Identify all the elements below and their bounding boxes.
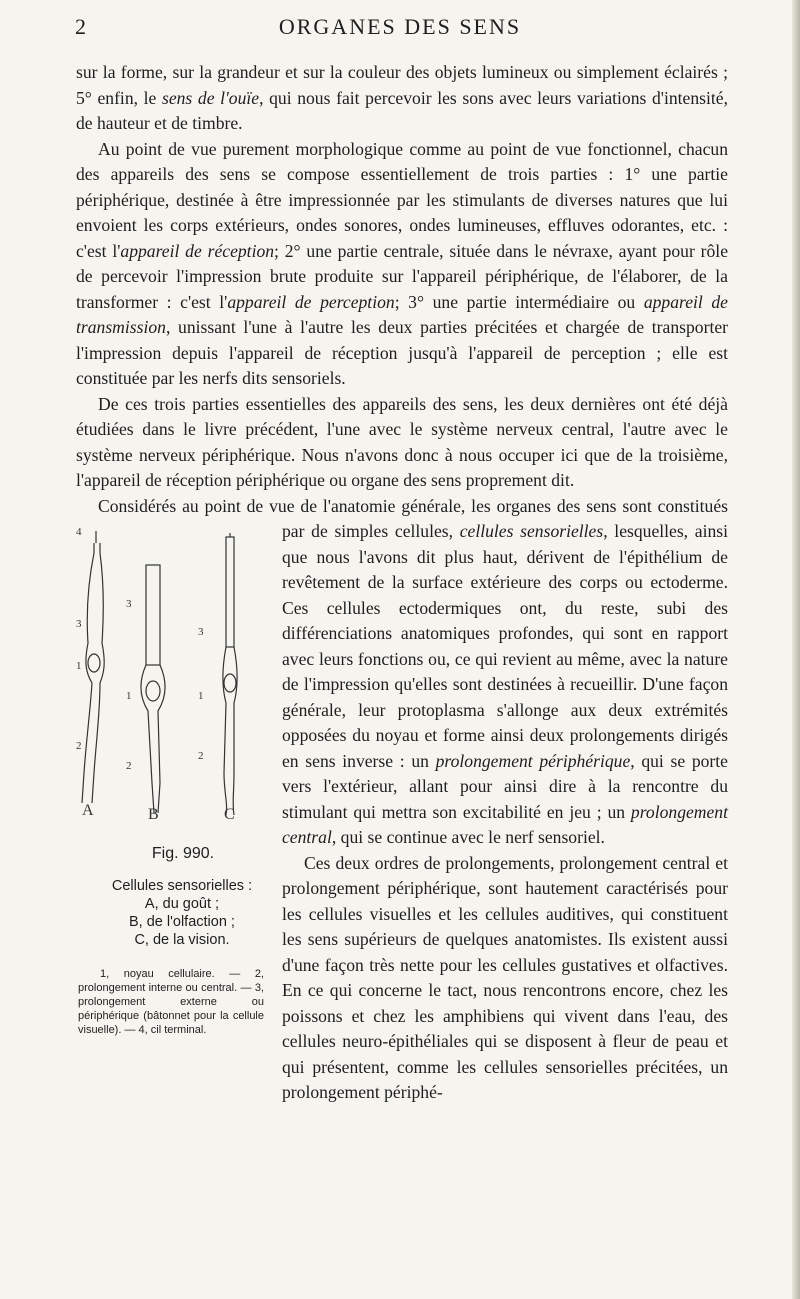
label-3-a: 3 [76,618,82,630]
figure-990 [74,519,270,1082]
letter-c: C [224,806,235,819]
figure-legend: 1, noyau cellulaire. — 2, prolongement interne ou central. — 3, prolongement externe ou périphérique (bâtonnet pour la cellule visuelle). — 4, cil terminal. [78,968,264,1036]
label-1-a: 1 [76,660,82,672]
paragraph-5: Ces deux ordres de prolongements, prolongement central et prolongement périphérique, sont hautement caractérisés pour les cellules visuelles et les cellules auditives, qui constituent les sens supérieurs de quelques anatomistes. Ils existent aussi d'une façon très nette pour les cellules gustatives et olfactives. En ce qui concerne le tact, nous rencontrons encore, chez les poissons et chez les amphibiens qui vivent dans l'eau, des cellules neuro-épithéliales qui se disposent à fleur de peau et qui présentent, comme les cellules sensorielles précitées, un prolongement périphé- [282,852,728,1102]
paragraph-2: Au point de vue purement morphologique comme au point de vue fonctionnel, chacun des appareils des sens se compose essentiellement de trois parties : 1° une partie périphérique, destinée à être impressionnée par les stimulants de diverses natures que lui envoient les corps extérieurs, ondes sonores, ondes lumineuses, effluves odorantes, etc. : c'est l'appareil de réception; 2° une partie centrale, située dans le névraxe, ayant pour rôle de percevoir l'impression brute produite sur l'appareil périphérique, de l'élaborer, de la transformer : c'est l'appareil de perception; 3° une partie intermédiaire ou appareil de transmission, unissant l'une à l'autre les deux parties précitées et chargée de transporter l'impression depuis l'appareil de réception jusqu'à l'appareil de perception ; elle est constituée par les nerfs dits sensoriels. [76,138,728,388]
cell-c-vision [223,533,237,815]
page-number: 2 [75,14,86,39]
label-2-b: 2 [126,760,132,772]
label-2-c: 2 [198,750,204,762]
label-1-b: 1 [126,690,132,702]
sensory-cells-illustration [74,523,270,819]
cell-a-taste [82,531,104,803]
letter-b: B [148,806,159,819]
page-header [0,14,800,44]
paragraph-1: sur la forme, sur la grandeur et sur la couleur des objets lumineux ou simplement éclairés ; 5° enfin, le sens de l'ouïe, qui nous fait percevoir les sons avec leurs variations d'intensité, de hauteur et de timbre. [76,62,728,133]
paragraph-3: De ces trois parties essentielles des appareils des sens, les deux dernières ont été déjà étudiées dans le livre précédent, l'une avec le système nerveux central, l'autre avec le système nerveux périphérique. Nous n'avons donc à nous occuper ici que de la troisième, l'appareil de réception périphérique ou organe des sens proprement dit. [76,393,728,490]
letter-a: A [82,802,94,819]
label-2-a: 2 [76,740,82,752]
cell-b-olfaction [141,565,165,813]
label-1-c: 1 [198,690,204,702]
page-edge-shadow [792,0,800,1299]
figure-caption: Cellules sensorielles : A, du goût ; B, de l'olfaction ; C, de la vision. [111,878,253,948]
figure-number: Fig. 990. [151,845,215,862]
body-text [76,60,728,1106]
label-3-b: 3 [126,598,132,610]
running-title: ORGANES DES SENS [278,14,522,39]
paragraph-4: Considérés au point de vue de l'anatomie générale, les organes des sens sont constitués par de simples cellules, cellules sensorielles, lesquelles, ainsi 4 3 1 2 3 1 2 3 1 2 A B C Fig. 990. Cellules sensorielles : A, du goût ; B, de l'olfaction ; C, de la vision. 1, noyau cellulaire. — 2, prolongement interne ou central. — 3, prolongement externe ou périphérique (bâtonnet pour la cellule visuelle). — 4, cil terminal. que nous l'avons dit plus haut, dérivent de l'épithélium de revêtement de la surface extérieure des corps ou ectoderme. Ces cellules ectodermiques ont, du reste, subi des différenciations anatomiques profondes, qui sont en rapport avec leurs fonctions ou, ce qui revient au même, avec la nature de l'impression qu'elles sont destinées à recueillir. D'une façon générale, leur protoplasma s'allonge aux deux extrémités opposées du noyau et forme ainsi deux prolongements dirigés en sens inverse : un prolongement périphérique, qui se porte vers l'extérieur, allant pour ainsi dire à la rencontre du stimulant qui mettra son excitabilité en jeu ; un prolongement central, qui se continue avec le nerf sensoriel. [76,494,728,851]
label-4: 4 [76,526,82,538]
label-3-c: 3 [198,626,204,638]
